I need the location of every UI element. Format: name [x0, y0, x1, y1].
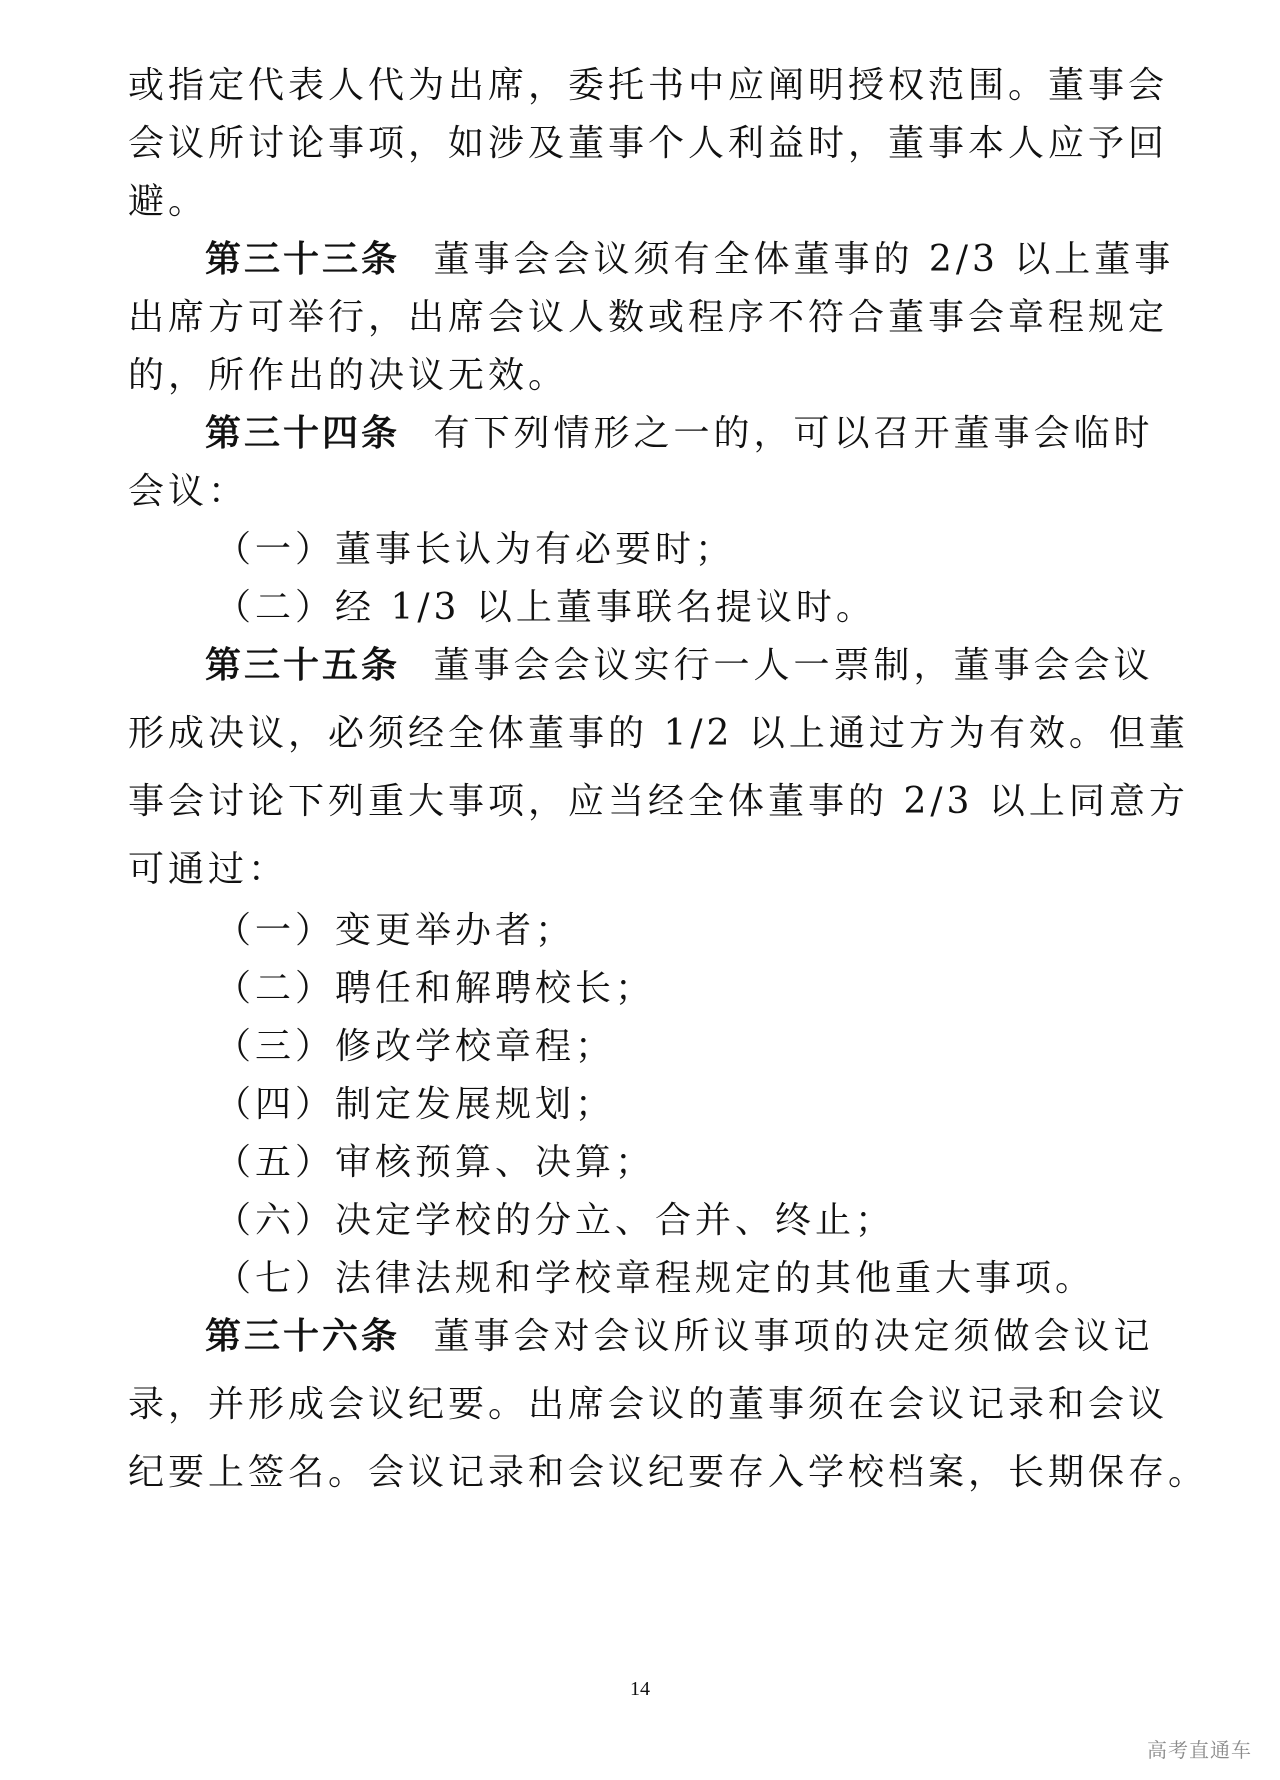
- article-heading: 第三十三条: [205, 239, 401, 280]
- line-text: 或指定代表人代为出席，委托书中应阐明授权范围。董事会: [128, 65, 1169, 106]
- text-line: [128, 356, 1108, 396]
- list-item: [215, 588, 1195, 628]
- text-line: [128, 850, 1108, 890]
- article-33-line: [205, 240, 1185, 280]
- line-text: 董事会会议须有全体董事的 2/3 以上董事: [433, 239, 1175, 280]
- line-text: （二）经 1/3 以上董事联名提议时。: [215, 587, 876, 628]
- line-text: （四）制定发展规划；: [215, 1084, 616, 1125]
- article-heading: 第三十六条: [205, 1316, 401, 1357]
- text-line: [128, 1452, 1209, 1493]
- text-line: [128, 65, 1169, 106]
- text-line: [128, 781, 1189, 822]
- line-text: 出席方可举行，出席会议人数或程序不符合董事会章程规定: [128, 297, 1169, 338]
- line-text: （五）审核预算、决算；: [215, 1142, 656, 1183]
- text-line: [128, 472, 1108, 512]
- article-34-line: [205, 414, 1185, 454]
- text-line: [128, 713, 1189, 754]
- line-text: 可通过：: [128, 849, 289, 890]
- line-text: 董事会对会议所议事项的决定须做会议记: [433, 1316, 1154, 1357]
- line-text: （七）法律法规和学校章程规定的其他重大事项。: [215, 1258, 1096, 1299]
- line-text: 会议所讨论事项，如涉及董事个人利益时，董事本人应予回: [128, 123, 1169, 164]
- line-text: （三）修改学校章程；: [215, 1026, 616, 1067]
- line-text: （六）决定学校的分立、合并、终止；: [215, 1200, 896, 1241]
- list-item: [215, 1201, 1195, 1241]
- line-text: （一）董事长认为有必要时；: [215, 529, 736, 570]
- article-35-line: [205, 646, 1185, 686]
- list-item: [215, 1085, 1195, 1125]
- watermark-text: 高考直通车: [1147, 1738, 1252, 1762]
- list-item: [215, 1259, 1195, 1299]
- list-item: [215, 969, 1195, 1009]
- line-text: 形成决议，必须经全体董事的 1/2 以上通过方为有效。但董: [128, 713, 1189, 754]
- line-text: 有下列情形之一的，可以召开董事会临时: [433, 413, 1154, 454]
- list-item: [215, 1143, 1195, 1183]
- line-text: 会议：: [128, 471, 249, 512]
- list-item: [215, 911, 1195, 951]
- line-text: 事会讨论下列重大事项，应当经全体董事的 2/3 以上同意方: [128, 781, 1189, 822]
- article-36-line: [205, 1317, 1185, 1357]
- text-line: [128, 182, 1108, 222]
- line-text: 录，并形成会议纪要。出席会议的董事须在会议记录和会议: [128, 1384, 1169, 1425]
- line-text: 避。: [128, 181, 209, 222]
- article-heading: 第三十五条: [205, 645, 401, 686]
- text-line: [128, 1384, 1169, 1425]
- page-number: 14: [630, 1678, 650, 1700]
- list-item: [215, 530, 1195, 570]
- article-heading: 第三十四条: [205, 413, 401, 454]
- text-line: [128, 297, 1169, 338]
- list-item: [215, 1027, 1195, 1067]
- line-text: 董事会会议实行一人一票制，董事会会议: [433, 645, 1154, 686]
- line-text: 的，所作出的决议无效。: [128, 355, 569, 396]
- line-text: （二）聘任和解聘校长；: [215, 968, 656, 1009]
- text-line: [128, 123, 1169, 164]
- line-text: （一）变更举办者；: [215, 910, 576, 951]
- line-text: 纪要上签名。会议记录和会议纪要存入学校档案，长期保存。: [128, 1452, 1209, 1493]
